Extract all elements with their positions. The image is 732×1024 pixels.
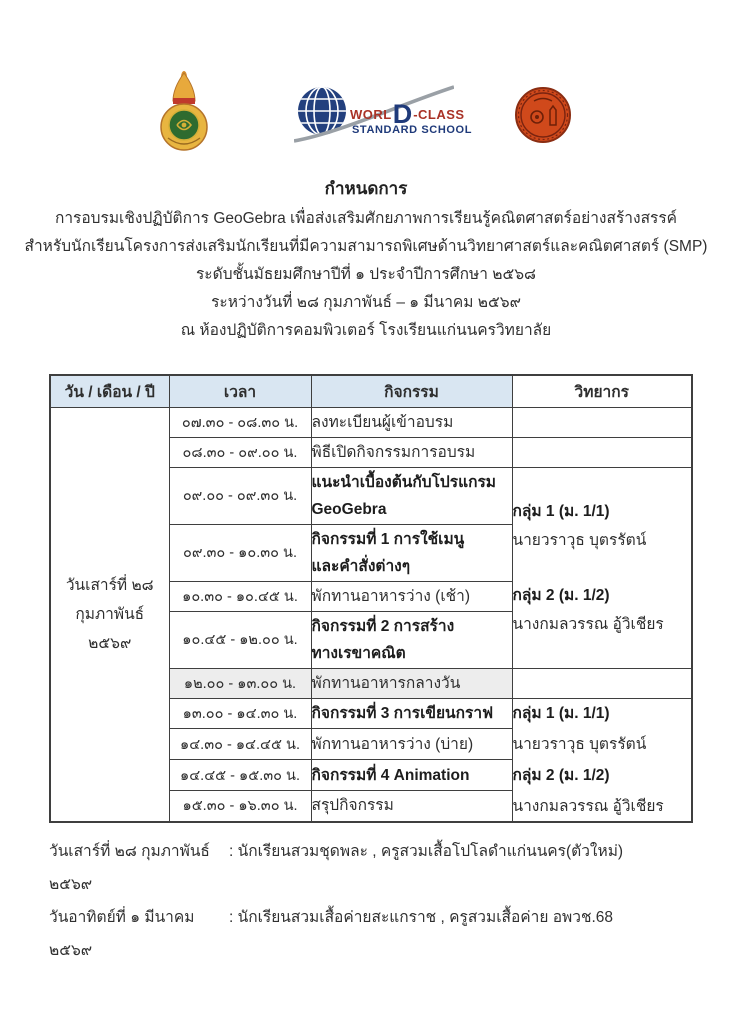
activity-line: และคำสั่งต่างๆ [311,557,411,575]
wcss-word-standard: STANDARD [352,124,418,136]
header-time: เวลา [169,375,311,407]
note-line [49,835,699,901]
wcss-word-school: SCHOOL [421,124,473,136]
activity-cell [311,524,512,581]
day-line: วันเสาร์ที่ ๒๘ [65,576,154,594]
obec-ministry-emblem-logo [160,70,208,160]
time-cell: ๑๐.๓๐ - ๑๐.๔๕ น. [169,581,311,611]
note-line [49,901,699,967]
wcss-word-class: -CLASS [413,107,465,122]
header-day: วัน / เดือน / ปี [50,375,169,407]
page-title: กำหนดการ [324,179,408,198]
time-cell: ๐๙.๐๐ - ๐๙.๓๐ น. [169,467,311,524]
note-date: วันเสาร์ที่ ๒๘ กุมภาพันธ์ ๒๕๖๙ [49,843,210,893]
activity-cell: พักทานอาหารว่าง (เช้า) [311,581,512,611]
time-cell: ๑๐.๔๕ - ๑๒.๐๐ น. [169,611,311,668]
header-activity: กิจกรรม [311,375,512,407]
activity-line: GeoGebra [311,500,387,518]
activity-cell: สรุปกิจกรรม [311,791,512,822]
activity-cell: กิจกรรมที่ 3 การเขียนกราฟ [311,698,512,729]
activity-cell: พิธีเปิดกิจกรรมการอบรม [311,437,512,467]
header-speaker: วิทยากร [512,375,692,407]
speaker-group-label: กลุ่ม 2 (ม. 1/2) [512,766,610,784]
intro-line-3: ระดับชั้นมัธยมศึกษาปีที่ ๑ ประจำปีการศึกษา ๒๕๖๘ [195,266,537,283]
note-text: : นักเรียนสวมชุดพละ , ครูสวมเสื้อโปโลดำแก่นนคร(ตัวใหม่) [229,843,624,860]
speaker-group-label: กลุ่ม 1 (ม. 1/1) [512,502,610,520]
speaker-cell-empty [512,668,692,698]
activity-cell [311,467,512,524]
speaker-name: นางกมลวรรณ อู้วิเชียร [512,615,664,633]
school-seal-logo [514,86,572,144]
intro-line-1: การอบรมเชิงปฏิบัติการ GeoGebra เพื่อส่งเสริมศักยภาพการเรียนรู้คณิตศาสตร์อย่างสร้างสรรค์ [54,210,678,227]
speaker-group-label: กลุ่ม 2 (ม. 1/2) [512,586,610,604]
wcss-word-world: WORL [350,107,392,122]
time-cell: ๑๔.๓๐ - ๑๔.๔๕ น. [169,729,311,760]
wcss-logo-text [350,97,472,136]
note-text: : นักเรียนสวมเสื้อค่ายสะแกราช , ครูสวมเสื้อค่าย อพวช.68 [229,909,614,926]
footer-notes [49,835,699,967]
speaker-name: นางกมลวรรณ อู้วิเชียร [512,797,664,815]
time-cell: ๐๙.๓๐ - ๑๐.๓๐ น. [169,524,311,581]
activity-cell: กิจกรรมที่ 4 Animation [311,760,512,791]
activity-line: กิจกรรมที่ 2 การสร้าง [311,617,455,635]
schedule-table-wrap [49,374,693,823]
activity-cell [311,611,512,668]
intro-line-5: ณ ห้องปฏิบัติการคอมพิวเตอร์ โรงเรียนแก่นนครวิทยาลัย [180,322,552,339]
intro-paragraph [0,205,732,345]
time-cell: ๑๒.๐๐ - ๑๓.๐๐ น. [169,668,311,698]
schedule-table [49,374,693,823]
time-cell: ๐๗.๓๐ - ๐๘.๓๐ น. [169,407,311,437]
speaker-name: นายวราวุธ บุตรรัตน์ [512,735,647,753]
time-cell: ๑๕.๓๐ - ๑๖.๓๐ น. [169,791,311,822]
note-date: วันอาทิตย์ที่ ๑ มีนาคม ๒๕๖๙ [49,909,195,959]
time-cell: ๑๔.๔๕ - ๑๕.๓๐ น. [169,760,311,791]
logo-row [0,70,732,160]
activity-cell: ลงทะเบียนผู้เข้าอบรม [311,407,512,437]
header-row [50,375,692,407]
speaker-cell [512,467,692,668]
world-class-standard-school-logo [294,83,473,147]
speaker-name: นายวราวุธ บุตรรัตน์ [512,531,647,549]
intro-line-2: สำหรับนักเรียนโครงการส่งเสริมนักเรียนที่มีความสามารถพิเศษด้านวิทยาศาสตร์และคณิตศาสตร์ (SMP) [24,238,708,255]
table-row [50,407,692,437]
day-line: ๒๕๖๙ [88,634,132,652]
wcss-big-d: D [392,99,413,129]
activity-line: แนะนำเบื้องต้นกับโปรแกรม [311,473,497,491]
day-line: กุมภาพันธ์ [75,605,145,623]
day-cell [50,407,169,822]
activity-cell: พักทานอาหารกลางวัน [311,668,512,698]
speaker-cell-empty [512,437,692,467]
time-cell: ๑๓.๐๐ - ๑๔.๓๐ น. [169,698,311,729]
intro-line-4: ระหว่างวันที่ ๒๘ กุมภาพันธ์ – ๑ มีนาคม ๒๕๖๙ [211,294,521,311]
speaker-cell-empty [512,407,692,437]
activity-line: กิจกรรมที่ 1 การใช้เมนู [311,530,465,548]
speaker-group-label: กลุ่ม 1 (ม. 1/1) [512,704,610,722]
activity-cell: พักทานอาหารว่าง (บ่าย) [311,729,512,760]
activity-line: ทางเรขาคณิต [311,644,406,662]
speaker-cell [512,698,692,822]
time-cell: ๐๘.๓๐ - ๐๙.๐๐ น. [169,437,311,467]
